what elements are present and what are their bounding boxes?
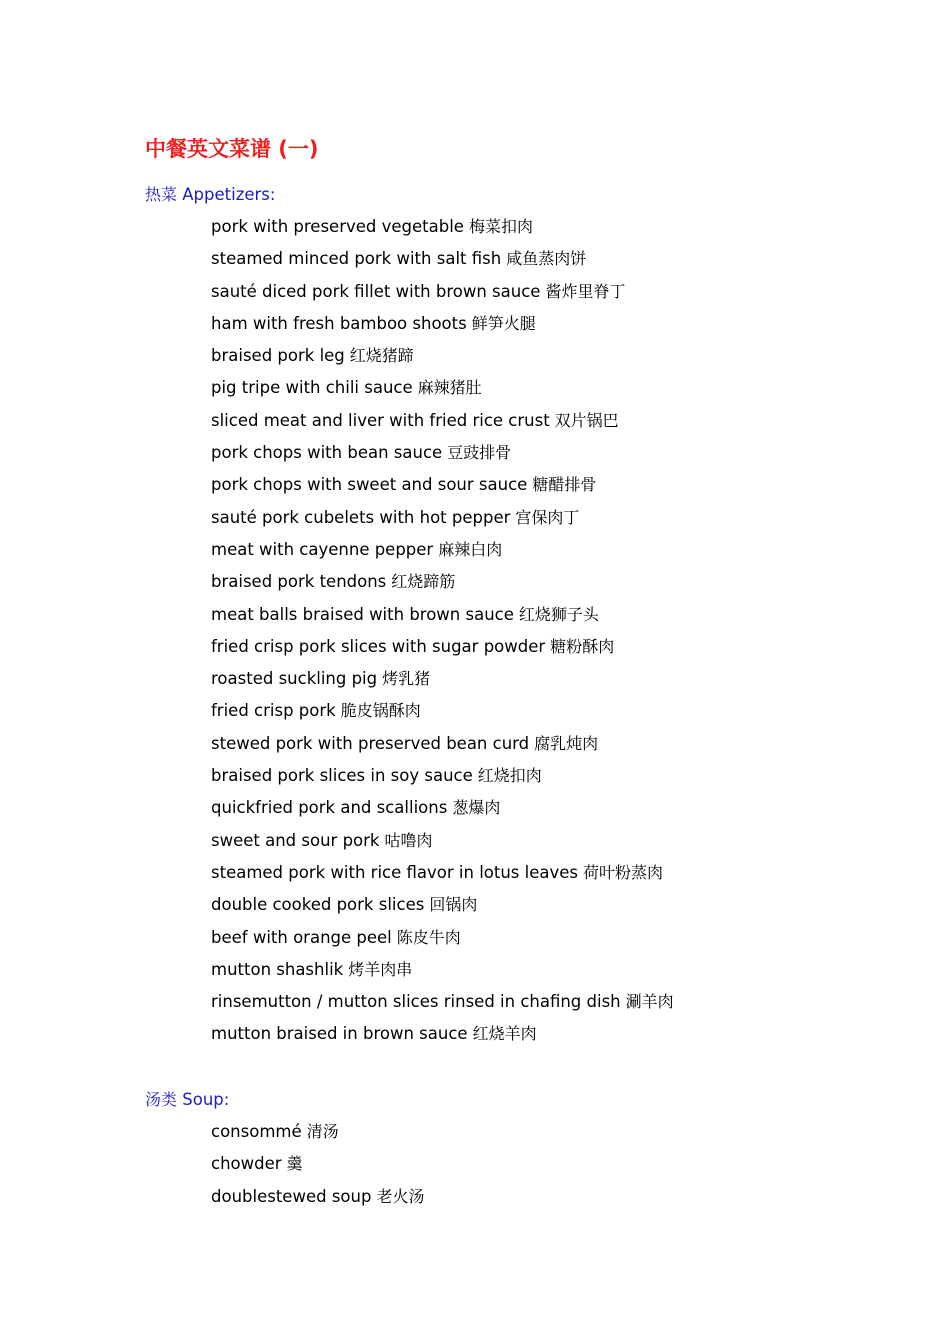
list-item <box>211 1153 424 1185</box>
list-item <box>211 539 674 571</box>
section-heading-appetizers <box>145 184 275 206</box>
item-english: braised pork tendons <box>211 572 387 592</box>
list-item <box>211 377 674 409</box>
item-english: doublestewed soup <box>211 1186 372 1206</box>
item-chinese: 脆皮锅酥肉 <box>340 701 421 721</box>
item-english: fried crisp pork slices with sugar powder <box>211 636 546 656</box>
item-chinese: 鲜笋火腿 <box>471 313 536 333</box>
item-english: steamed pork with rice flavor in lotus leaves <box>211 862 578 882</box>
list-item <box>211 281 674 313</box>
list-item <box>211 894 674 926</box>
item-chinese: 红烧猪蹄 <box>349 346 414 366</box>
list-item <box>211 700 674 732</box>
item-chinese: 红烧羊肉 <box>472 1024 537 1044</box>
item-chinese: 烤羊肉串 <box>348 959 413 979</box>
list-item <box>211 507 674 539</box>
section-heading-en: Soup: <box>182 1090 230 1109</box>
item-chinese: 老火汤 <box>376 1186 425 1206</box>
list-item <box>211 959 674 991</box>
item-chinese: 腐乳炖肉 <box>534 733 599 753</box>
item-english: steamed minced pork with salt fish <box>211 249 502 269</box>
list-item <box>211 733 674 765</box>
item-english: mutton shashlik <box>211 959 344 979</box>
item-english: rinsemutton / mutton slices rinsed in chafing dish <box>211 992 621 1012</box>
list-item <box>211 410 674 442</box>
item-chinese: 双片锅巴 <box>554 410 619 430</box>
list-item <box>211 313 674 345</box>
item-english: pig tripe with chili sauce <box>211 378 413 398</box>
item-english: meat with cayenne pepper <box>211 539 434 559</box>
item-chinese: 豆豉排骨 <box>447 443 512 463</box>
list-item <box>211 442 674 474</box>
item-english: braised pork slices in soy sauce <box>211 766 473 786</box>
list-item <box>211 604 674 636</box>
item-chinese: 宫保肉丁 <box>515 507 580 527</box>
item-english: roasted suckling pig <box>211 669 378 689</box>
item-chinese: 回锅肉 <box>429 895 478 915</box>
item-chinese: 麻辣猪肚 <box>417 378 482 398</box>
item-chinese: 荷叶粉蒸肉 <box>583 862 664 882</box>
item-english: pork with preserved vegetable <box>211 217 464 236</box>
list-item <box>211 571 674 603</box>
list-item <box>211 1186 424 1218</box>
item-english: sauté pork cubelets with hot pepper <box>211 507 511 527</box>
list-item <box>211 1023 674 1055</box>
item-english: beef with orange peel <box>211 927 392 947</box>
item-english: pork chops with sweet and sour sauce <box>211 475 528 495</box>
item-chinese: 糖粉酥肉 <box>550 636 615 656</box>
item-chinese: 羹 <box>286 1154 303 1174</box>
item-english: sliced meat and liver with fried rice crust <box>211 410 550 430</box>
list-item <box>211 248 674 280</box>
list-item <box>211 1121 424 1153</box>
item-chinese: 烤乳猪 <box>382 669 431 689</box>
soup-list <box>211 1121 424 1218</box>
item-english: sauté diced pork fillet with brown sauce <box>211 281 541 301</box>
item-chinese: 咸鱼蒸肉饼 <box>506 249 587 269</box>
list-item <box>211 991 674 1023</box>
section-heading-en: Appetizers: <box>182 185 276 204</box>
item-english: pork chops with bean sauce <box>211 443 443 463</box>
list-item <box>211 765 674 797</box>
item-chinese: 红烧狮子头 <box>518 604 599 624</box>
item-english: consommé <box>211 1122 302 1141</box>
list-item <box>211 927 674 959</box>
item-english: sweet and sour pork <box>211 830 380 850</box>
item-chinese: 红烧蹄筋 <box>391 572 456 592</box>
list-item <box>211 797 674 829</box>
item-chinese: 涮羊肉 <box>625 992 674 1012</box>
appetizers-list <box>211 216 674 1056</box>
item-english: meat balls braised with brown sauce <box>211 604 514 624</box>
list-item <box>211 668 674 700</box>
page-title: 中餐英文菜谱 (一) <box>145 137 319 161</box>
item-english: ham with fresh bamboo shoots <box>211 313 467 333</box>
item-chinese: 麻辣白肉 <box>438 539 503 559</box>
list-item <box>211 862 674 894</box>
item-english: braised pork leg <box>211 346 345 366</box>
item-chinese: 陈皮牛肉 <box>396 927 461 947</box>
item-english: fried crisp pork <box>211 701 336 721</box>
list-item <box>211 830 674 862</box>
section-heading-zh: 汤类 <box>145 1090 178 1109</box>
section-heading-zh: 热菜 <box>145 185 178 204</box>
item-english: stewed pork with preserved bean curd <box>211 733 530 753</box>
item-chinese: 红烧扣肉 <box>477 766 542 786</box>
item-chinese: 咕噜肉 <box>384 830 433 850</box>
item-chinese: 清汤 <box>306 1122 339 1141</box>
item-chinese: 葱爆肉 <box>452 798 501 818</box>
list-item <box>211 345 674 377</box>
item-english: mutton braised in brown sauce <box>211 1024 468 1044</box>
list-item <box>211 216 674 248</box>
list-item <box>211 474 674 506</box>
section-heading-soup <box>145 1089 229 1111</box>
item-chinese: 酱炸里脊丁 <box>545 281 626 301</box>
item-chinese: 糖醋排骨 <box>532 475 597 495</box>
list-item <box>211 636 674 668</box>
item-english: quickfried pork and scallions <box>211 798 448 818</box>
item-chinese: 梅菜扣肉 <box>468 217 533 236</box>
item-english: double cooked pork slices <box>211 895 425 915</box>
item-english: chowder <box>211 1154 282 1174</box>
